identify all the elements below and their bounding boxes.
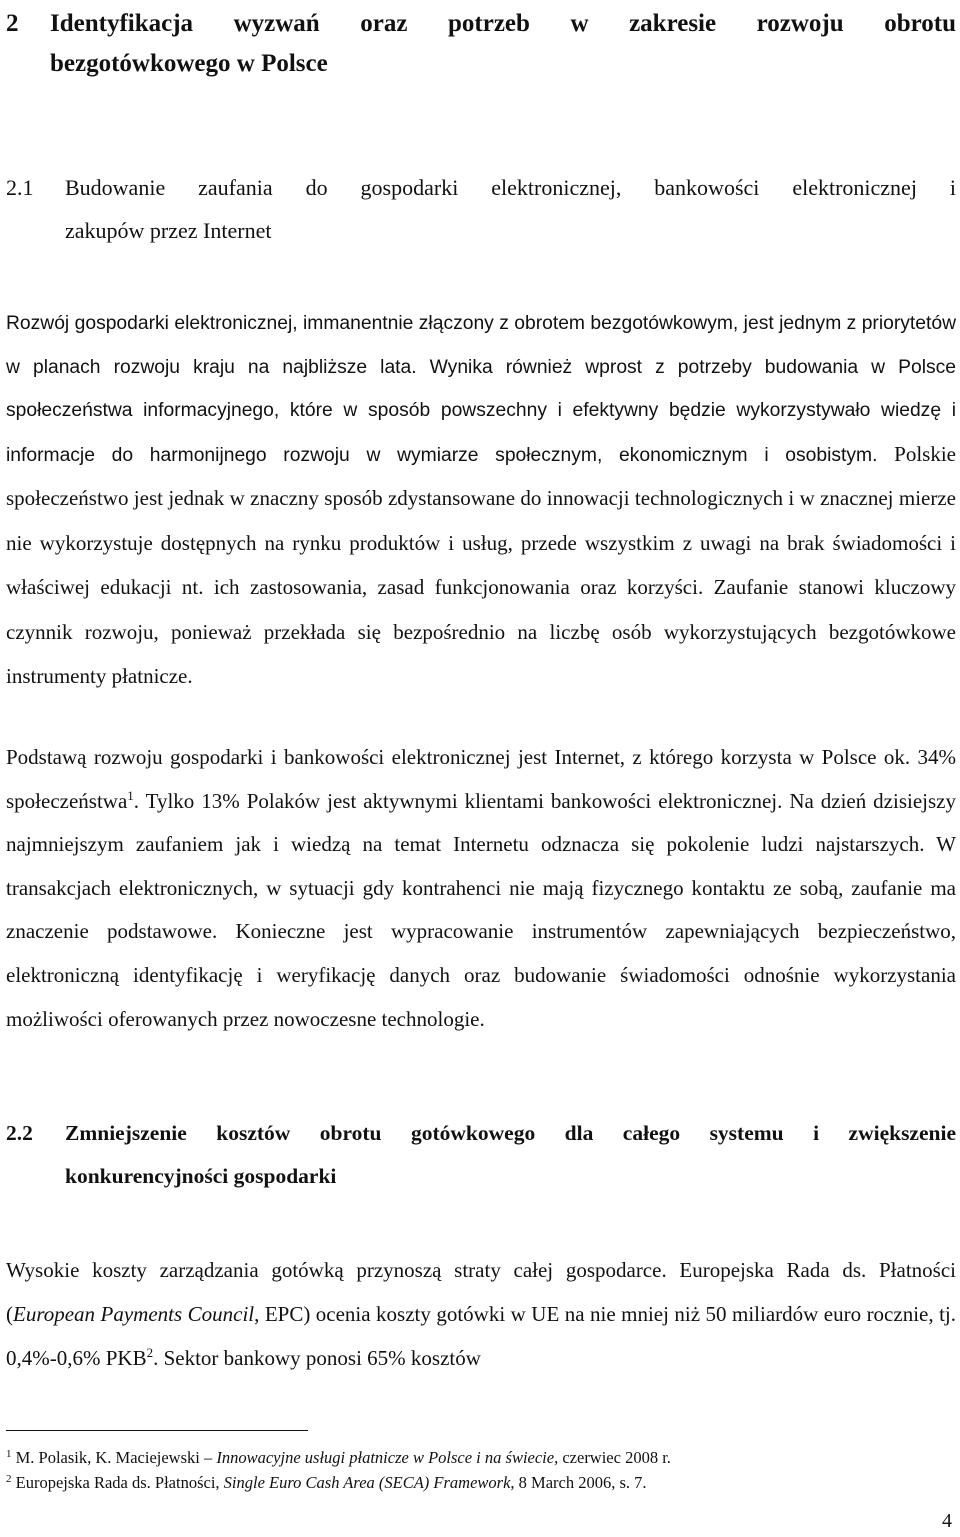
footnote-number: 1: [6, 1448, 12, 1460]
footnote-text: Europejska Rada ds. Płatności,: [15, 1473, 224, 1492]
footnote-number: 2: [6, 1473, 12, 1485]
footnote-text: , czerwiec 2008 r.: [554, 1448, 671, 1467]
paragraph-2-text-b: . Tylko 13% Polaków jest aktywnymi klientami bankowości elektronicznej. Na dzień dzisiejszy najmniejszym zaufaniem jak i wiedzą na temat Internetu odznacza się pokolenie ludzi najstarszych. W transakcjach elektronicznych, w sytuacji gdy kontrahenci nie mają fizycznego kontaktu ze sobą, zaufanie ma znaczenie podstawowe. Konieczne jest wypracowanie instrumentów zapewniających bezpieczeństwo, elektroniczną identyfikację i weryfikację danych oraz budowanie świadomości odnośnie wykorzystania możliwości oferowanych przez nowoczesne technologie.: [6, 788, 956, 1031]
chapter-title-line-2: bezgotówkowego w Polsce: [50, 50, 328, 77]
paragraph-2-text-a: Podstawą rozwoju gospodarki i bankowości elektronicznej jest Internet, z którego korzysta w Polsce ok. 34% społeczeństwa: [6, 745, 956, 813]
footnote-text: M. Polasik, K. Maciejewski –: [15, 1448, 217, 1467]
paragraph-3: [6, 1248, 956, 1380]
footnote-2: [6, 1472, 956, 1494]
paragraph-3-text-b: , EPC) ocenia koszty gotówki w UE na nie mniej niż 50 miliardów euro rocznie, tj. 0,4%-0,6% PKB: [6, 1302, 956, 1370]
paragraph-3-italic: European Payments Council: [13, 1302, 255, 1326]
paragraph-3-text-a: Wysokie koszty zarządzania gotówką przynoszą straty całej gospodarce. Europejska Rada ds. Płatności (: [6, 1258, 956, 1326]
footnote-text: , 8 March 2006, s. 7.: [510, 1473, 647, 1492]
footnote-title: Single Euro Cash Area (SECA) Framework: [223, 1473, 511, 1492]
paragraph-1-sans: Rozwój gospodarki elektronicznej, immanentnie złączony z obrotem bezgotówkowym, jest jednym z priorytetów w planach rozwoju kraju na najbliższe lata. Wynika również wprost z potrzeby budowania w Polsce społeczeństwa informacyjnego, które w sposób powszechny i efektywny będzie wykorzystywało wiedzę i informacje do harmonijnego rozwoju w wymiarze społecznym, ekonomicznym i osobistym.: [6, 313, 956, 466]
section-title-line-2: konkurencyjności gospodarki: [65, 1164, 337, 1188]
page-number: 4: [942, 1510, 952, 1532]
section-number: 2.1: [6, 175, 34, 200]
section-title-line-1: Budowanie zaufania do gospodarki elektronicznej, bankowości elektronicznej i: [65, 175, 956, 200]
paragraph-1-serif: Polskie społeczeństwo jest jednak w znaczny sposób zdystansowane do innowacji technologicznych i w znacznej mierze nie wykorzystuje dostępnych na rynku produktów i usług, przede wszystkim z uwagi na brak świadomości i właściwej edukacji nt. ich zastosowania, zasad funkcjonowania oraz korzyści. Zaufanie stanowi kluczowy czynnik rozwoju, ponieważ przekłada się bezpośrednio na liczbę osób wykorzystujących bezgotówkowe instrumenty płatnicze.: [6, 441, 956, 688]
paragraph-1: [6, 302, 956, 700]
footnote-title: Innowacyjne usługi płatnicze w Polsce i na świecie: [216, 1448, 555, 1467]
footnote-1: [6, 1447, 956, 1469]
footnote-separator: [6, 1430, 308, 1431]
paragraph-3-text-c: . Sektor bankowy ponosi 65% kosztów: [153, 1346, 481, 1370]
section-title-line-2: zakupów przez Internet: [65, 218, 272, 243]
footnote-ref-1[interactable]: 1: [127, 787, 134, 803]
footnote-ref-2[interactable]: 2: [146, 1345, 154, 1360]
section-title-line-1: Zmniejszenie kosztów obrotu gotówkowego dla całego systemu i zwiększenie: [65, 1121, 956, 1145]
section-number: 2.2: [6, 1121, 33, 1145]
chapter-title-line-1: Identyfikacja wyzwań oraz potrzeb w zakresie rozwoju obrotu: [50, 10, 956, 37]
chapter-number: 2: [6, 10, 19, 37]
paragraph-2: [6, 736, 956, 1041]
